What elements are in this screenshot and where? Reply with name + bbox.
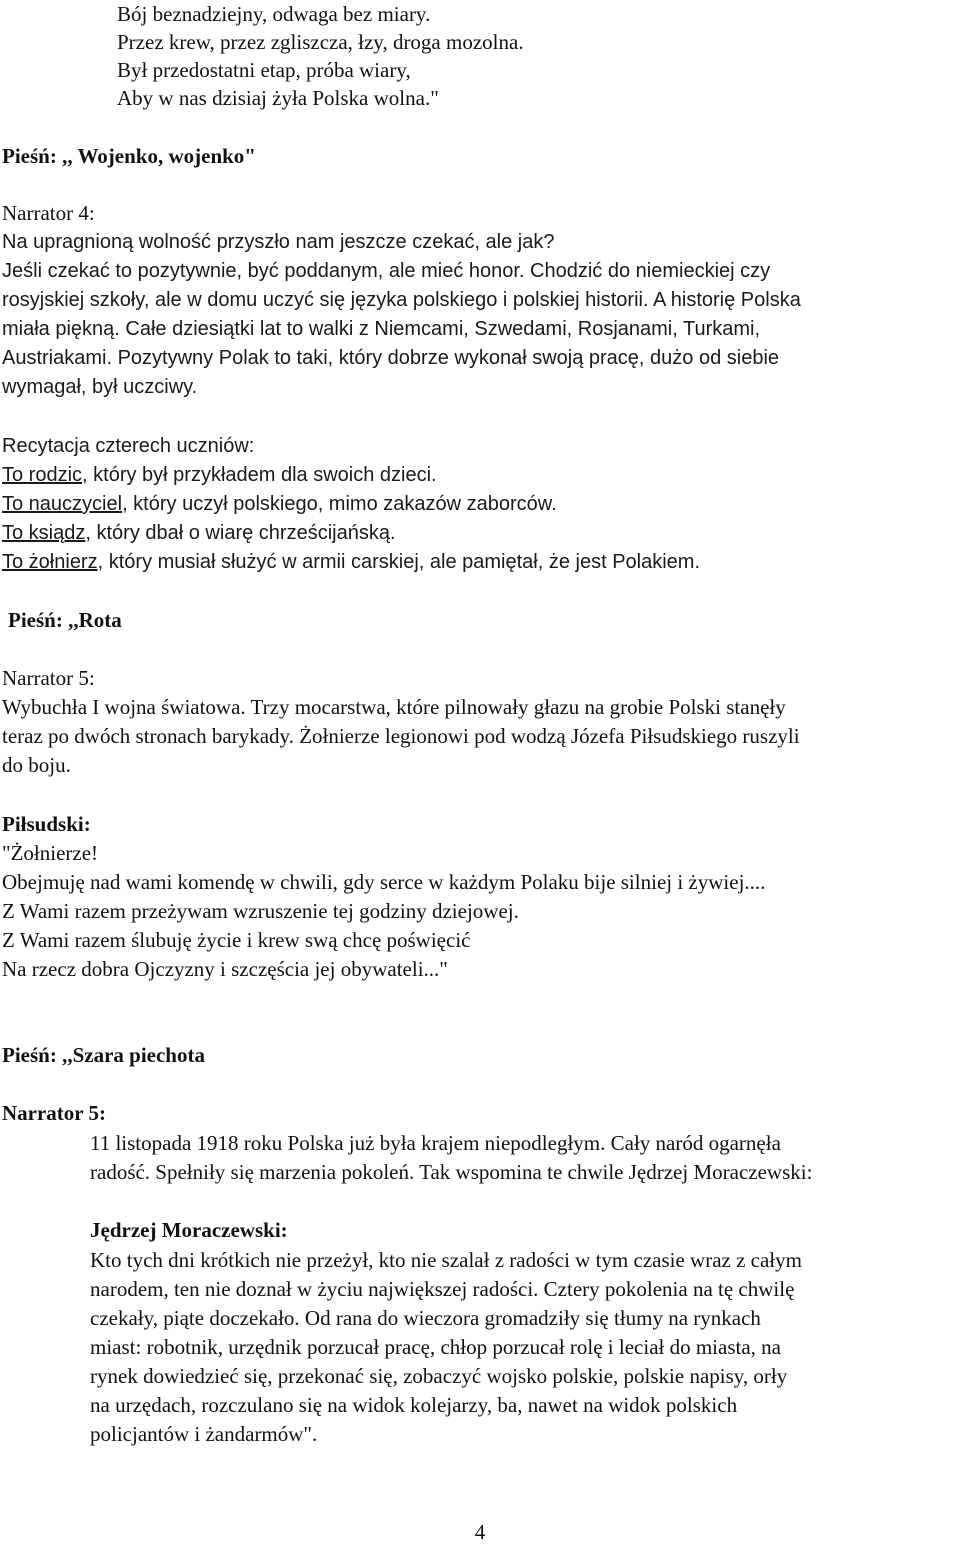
paragraph-line: do boju.	[2, 753, 71, 777]
song-heading: Pieśń: ,,Szara piechota	[2, 1043, 205, 1067]
verse-line: Przez krew, przez zgliszcza, łzy, droga mozolna.	[117, 30, 524, 54]
paragraph-line: rosyjskiej szkoły, ale w domu uczyć się języka polskiego i polskiej historii. A historię Polska	[2, 289, 801, 311]
quote-line: rynek dowiedzieć się, przekonać się, zobaczyć wojsko polskie, polskie napisy, orły	[90, 1364, 788, 1388]
recitation-line	[2, 548, 700, 577]
recitation-subject: To nauczyciel	[2, 493, 123, 515]
section-heading: Jędrzej Moraczewski:	[90, 1218, 288, 1242]
paragraph-line: Na upragnioną wolność przyszło nam jeszcze czekać, ale jak?	[2, 231, 555, 253]
song-heading: Pieśń: ,, Wojenko, wojenko"	[2, 144, 256, 168]
recitation-line	[2, 490, 557, 519]
quote-line: policjantów i żandarmów".	[90, 1422, 318, 1446]
quote-line: Z Wami razem ślubuję życie i krew swą chcę poświęcić	[2, 928, 471, 952]
recitation-text: , który uczył polskiego, mimo zakazów zaborców.	[122, 493, 557, 515]
recitation-text: , który dbał o wiarę chrześcijańską.	[85, 522, 396, 544]
paragraph-line: Wybuchła I wojna światowa. Trzy mocarstwa, które pilnowały głazu na grobie Polski stanęły	[2, 695, 786, 719]
song-heading: Pieśń: ,,Rota	[8, 608, 122, 632]
recitation-line	[2, 461, 437, 490]
recitation-subject: To rodzic	[2, 464, 83, 486]
verse-line: Aby w nas dzisiaj żyła Polska wolna."	[117, 86, 439, 110]
paragraph-line: Austriakami. Pozytywny Polak to taki, który dobrze wykonał swoją pracę, dużo od siebie	[2, 347, 780, 369]
verse-line: Był przedostatni etap, próba wiary,	[117, 58, 411, 82]
quote-line: na urzędach, rozczulano się na widok kolejarzy, ba, nawet na widok polskich	[90, 1393, 738, 1417]
recitation-subject: To żołnierz	[2, 551, 98, 573]
quote-line: "Żołnierze!	[2, 841, 99, 865]
recitation-line	[2, 519, 396, 548]
quote-line: miast: robotnik, urzędnik porzucał pracę, chłop porzucał rolę i leciał do miasta, na	[90, 1335, 781, 1359]
paragraph-line: Jeśli czekać to pozytywnie, być poddanym, ale mieć honor. Chodzić do niemieckiej czy	[2, 260, 771, 282]
quote-line: czekały, piąte doczekało. Od rana do wieczora gromadziły się tłumy na rynkach	[90, 1306, 761, 1330]
quote-line: Na rzecz dobra Ojczyzny i szczęścia jej obywateli..."	[2, 957, 448, 981]
section-heading: Narrator 4:	[2, 201, 95, 225]
recitation-subject: To ksiądz	[2, 522, 86, 544]
quote-line: Kto tych dni krótkich nie przeżył, kto nie szalał z radości w tym czasie wraz z całym	[90, 1248, 802, 1272]
page-number: 4	[474, 1520, 486, 1544]
paragraph-line: teraz po dwóch stronach barykady. Żołnierze legionowi pod wodzą Józefa Piłsudskiego ruszyli	[2, 724, 800, 748]
recitation-text: , który musiał służyć w armii carskiej, ale pamiętał, że jest Polakiem.	[97, 551, 701, 573]
quote-line: Obejmuję nad wami komendę w chwili, gdy serce w każdym Polaku bije silniej i żywiej....	[2, 870, 766, 894]
section-heading: Narrator 5:	[2, 666, 95, 690]
recitation-text: , który był przykładem dla swoich dzieci.	[82, 464, 437, 486]
section-heading: Narrator 5:	[2, 1101, 106, 1125]
section-heading: Recytacja czterech uczniów:	[2, 435, 255, 457]
paragraph-line: miała piękną. Całe dziesiątki lat to walki z Niemcami, Szwedami, Rosjanami, Turkami,	[2, 318, 761, 340]
quote-line: narodem, ten nie doznał w życiu największej radości. Cztery pokolenia na tę chwilę	[90, 1277, 795, 1301]
verse-line: Bój beznadziejny, odwaga bez miary.	[117, 2, 431, 26]
quote-line: Z Wami razem przeżywam wzruszenie tej godziny dziejowej.	[2, 899, 519, 923]
paragraph-line: radość. Spełniły się marzenia pokoleń. Tak wspomina te chwile Jędrzej Moraczewski:	[90, 1160, 813, 1184]
paragraph-line: wymagał, był uczciwy.	[2, 376, 198, 398]
paragraph-line: 11 listopada 1918 roku Polska już była krajem niepodległym. Cały naród ogarnęła	[90, 1131, 781, 1155]
section-heading: Piłsudski:	[2, 812, 91, 836]
